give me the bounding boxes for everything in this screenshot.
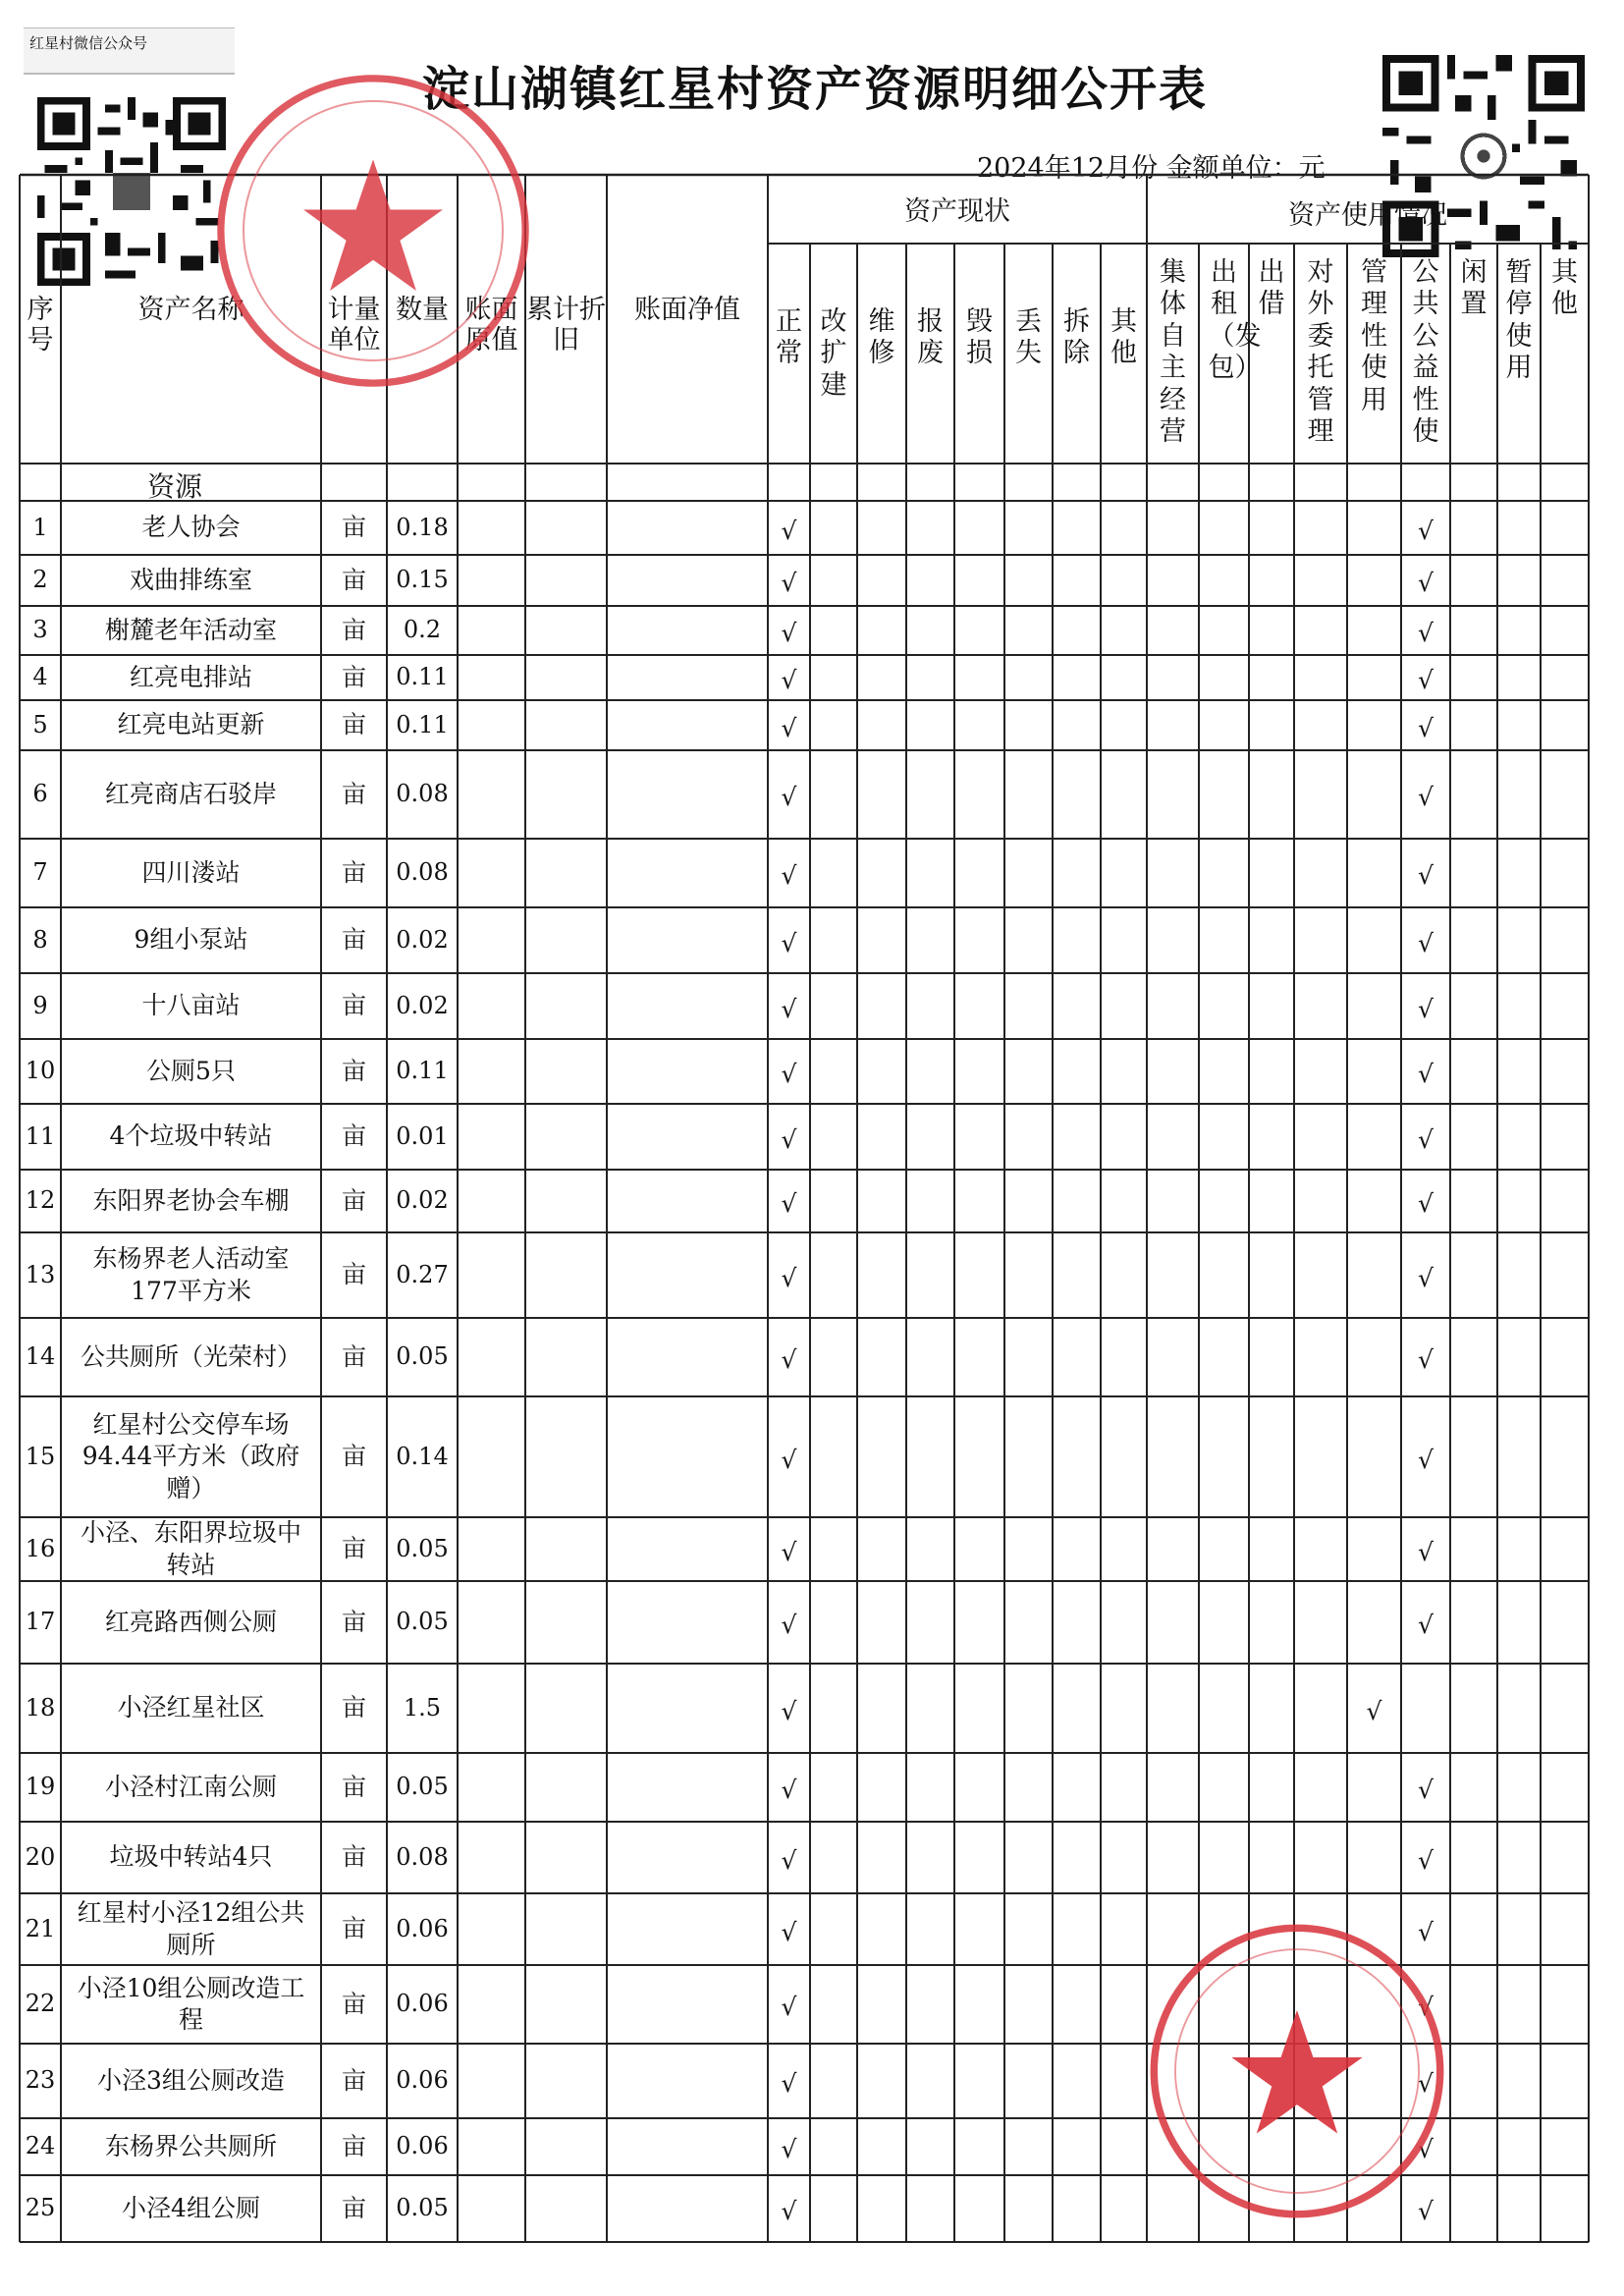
row-index: 22 [25,1990,56,2018]
usage-check: √ [1418,1917,1434,1946]
row-quantity: 0.06 [396,1914,449,1942]
row-asset-name: 十八亩站 [141,991,241,1020]
row-unit: 亩 [341,1341,366,1371]
header-usage-1: 集体自主经营 [1160,257,1186,447]
row-unit: 亩 [341,779,366,808]
row-index: 10 [25,1057,56,1085]
row-asset-name: 榭麓老年活动室 [104,615,277,644]
row-quantity: 0.02 [396,925,449,954]
row-quantity: 0.11 [396,710,449,738]
row-index: 11 [25,1121,56,1150]
header-status-group: 资产现状 [904,196,1010,227]
row-asset-name: 红星村小泾12组公共 厕所 [77,1898,305,1959]
row-asset-name: 小泾3组公厕改造 [97,2065,285,2095]
status-normal-check: √ [781,861,797,890]
row-quantity: 0.06 [396,1990,449,2018]
header-unit: 计量单位 [327,295,381,356]
row-quantity: 0.08 [396,1842,449,1871]
usage-check: √ [1418,1060,1434,1088]
row-index: 3 [32,616,48,644]
usage-check: √ [1418,2135,1434,2163]
status-normal-check: √ [781,1124,797,1154]
row-asset-name: 小泾村江南公厕 [104,1772,277,1801]
row-quantity: 0.05 [396,1534,449,1562]
row-asset-name: 红亮路西侧公厕 [104,1607,277,1636]
usage-check: √ [1418,1345,1434,1374]
status-normal-check: √ [781,713,797,742]
usage-check: √ [1418,928,1434,957]
row-index: 2 [32,566,48,594]
row-unit: 亩 [341,2065,366,2095]
row-quantity: 0.2 [403,616,442,644]
usage-check: √ [1418,569,1434,597]
row-unit: 亩 [341,615,366,644]
usage-check: √ [1418,666,1434,694]
header-asset-name: 资产名称 [137,295,244,325]
row-asset-name: 东杨界公共厕所 [104,2131,277,2160]
row-unit: 亩 [341,1121,366,1151]
row-unit: 亩 [341,1842,366,1872]
row-index: 24 [25,2132,56,2160]
row-asset-name: 9组小泵站 [134,925,248,955]
row-asset-name: 老人协会 [141,513,241,542]
status-normal-check: √ [781,1696,797,1725]
row-asset-name: 四川溇站 [141,857,241,887]
row-quantity: 0.27 [396,1260,449,1288]
status-normal-check: √ [781,1993,797,2021]
row-index: 16 [25,1534,56,1562]
status-normal-check: √ [781,994,797,1023]
status-normal-check: √ [781,1537,797,1566]
row-unit: 亩 [341,1989,366,2018]
usage-check: √ [1418,619,1434,647]
row-quantity: 0.06 [396,2066,449,2095]
header-status-2: 改扩建 [820,306,847,401]
status-normal-check: √ [781,666,797,694]
header-usage-3: 出借 [1258,257,1285,320]
header-net-value: 账面净值 [634,295,740,325]
row-index: 21 [25,1914,56,1942]
row-asset-name: 东阳界老协会车棚 [92,1185,290,1215]
status-normal-check: √ [781,1445,797,1474]
row-unit: 亩 [341,1607,366,1636]
row-quantity: 0.05 [396,1773,449,1801]
row-index: 23 [25,2066,56,2095]
row-index: 15 [25,1442,56,1470]
row-index: 4 [32,663,48,691]
status-normal-check: √ [781,783,797,811]
usage-check: √ [1418,2069,1434,2098]
row-asset-name: 戏曲排练室 [129,565,252,594]
row-asset-name: 红亮电排站 [129,662,252,691]
header-original-value: 账面原值 [464,295,518,356]
status-normal-check: √ [781,1611,797,1639]
row-index: 5 [32,710,48,738]
row-unit: 亩 [341,1914,366,1943]
row-quantity: 1.5 [403,1693,442,1722]
status-normal-check: √ [781,1345,797,1374]
status-normal-check: √ [781,1060,797,1088]
row-unit: 亩 [341,2193,366,2222]
status-normal-check: √ [781,516,797,545]
row-index: 17 [25,1608,56,1636]
row-index: 1 [32,513,48,541]
usage-check: √ [1418,1537,1434,1566]
status-normal-check: √ [781,1776,797,1804]
usage-check: √ [1418,1993,1434,2021]
row-quantity: 0.08 [396,858,449,887]
row-index: 8 [32,925,48,954]
row-unit: 亩 [341,1772,366,1801]
header-status-1: 正常 [776,306,802,369]
header-status-3: 维修 [868,306,895,369]
header-usage-group: 资产使用情况 [1288,200,1447,231]
row-unit: 亩 [341,513,366,542]
row-asset-name: 小泾4组公厕 [122,2193,260,2222]
usage-check: √ [1418,1845,1434,1875]
header-usage-6: 公共公益性使 [1412,257,1439,447]
row-asset-name: 小泾10组公厕改造工 程 [77,1973,305,2034]
row-quantity: 0.01 [396,1121,449,1150]
header-status-7: 拆除 [1063,306,1090,369]
usage-check: √ [1418,1445,1434,1474]
wechat-account-tag: 红星村微信公众号 [24,27,235,75]
amount-unit: 金额单位：元 [1165,153,1326,184]
header-accumulated-depreciation: 累计折旧 [526,295,606,356]
usage-check: √ [1418,994,1434,1023]
usage-check: √ [1418,861,1434,890]
row-index: 9 [32,991,48,1019]
row-asset-name: 东杨界老人活动室 177平方米 [92,1244,290,1305]
header-index: 序号 [27,295,54,356]
row-asset-name: 红星村公交停车场 94.44平方米（政府 赠） [81,1409,300,1503]
row-asset-name: 4个垃圾中转站 [109,1121,273,1151]
status-normal-check: √ [781,569,797,597]
usage-check: √ [1418,1263,1434,1292]
header-status-4: 报废 [917,306,944,369]
row-asset-name: 红亮商店石驳岸 [104,779,277,808]
usage-check: √ [1418,783,1434,811]
row-asset-name: 小泾、东阳界垃圾中 转站 [80,1518,301,1579]
row-quantity: 0.02 [396,1186,449,1215]
header-status-5: 毁损 [966,306,993,369]
row-unit: 亩 [341,1442,366,1471]
row-index: 6 [32,780,48,808]
row-quantity: 0.11 [396,1057,449,1085]
row-unit: 亩 [341,1260,366,1289]
row-index: 19 [25,1773,56,1801]
row-asset-name: 公厕5只 [146,1056,236,1085]
status-normal-check: √ [781,2135,797,2163]
row-unit: 亩 [341,565,366,594]
row-asset-name: 公共厕所（光荣村） [80,1341,301,1371]
usage-check: √ [1366,1696,1382,1725]
report-period: 2024年12月份 [977,153,1159,184]
status-normal-check: √ [781,1189,797,1218]
header-usage-8: 暂停使用 [1505,257,1533,384]
row-index: 25 [25,2194,56,2222]
usage-check: √ [1418,2197,1434,2225]
header-usage-7: 闲置 [1460,257,1488,320]
status-normal-check: √ [781,928,797,957]
usage-check: √ [1418,1611,1434,1639]
header-usage-5: 管理性使用 [1361,257,1387,415]
row-unit: 亩 [341,2131,366,2160]
row-unit: 亩 [341,1534,366,1563]
row-index: 14 [25,1342,56,1371]
status-normal-check: √ [781,1917,797,1946]
header-usage-2: 出租（发包） [1208,257,1262,384]
row-index: 20 [25,1842,56,1871]
row-unit: 亩 [341,925,366,955]
row-quantity: 0.18 [396,513,449,541]
row-unit: 亩 [341,1185,366,1215]
row-unit: 亩 [341,662,366,691]
row-index: 7 [32,858,48,887]
usage-check: √ [1418,713,1434,742]
usage-check: √ [1418,1776,1434,1804]
status-normal-check: √ [781,1845,797,1875]
row-quantity: 0.14 [396,1442,449,1470]
header-status-8: 其他 [1110,306,1137,369]
header-status-6: 丢失 [1015,306,1042,369]
row-asset-name: 垃圾中转站4只 [109,1842,273,1872]
row-unit: 亩 [341,991,366,1020]
status-normal-check: √ [781,2197,797,2225]
row-quantity: 0.05 [396,1342,449,1371]
header-quantity: 数量 [396,295,449,325]
row-unit: 亩 [341,1056,366,1085]
row-index: 12 [25,1186,56,1215]
row-index: 18 [25,1693,56,1722]
usage-check: √ [1418,1124,1434,1154]
usage-check: √ [1418,1189,1434,1218]
usage-check: √ [1418,516,1434,545]
row-index: 13 [25,1260,56,1288]
row-unit: 亩 [341,1693,366,1722]
row-asset-name: 小泾红星社区 [117,1693,265,1722]
status-normal-check: √ [781,2069,797,2098]
document-title: 淀山湖镇红星村资产资源明细公开表 [421,62,1208,117]
row-quantity: 0.08 [396,780,449,808]
row-asset-name: 红亮电站更新 [117,710,265,739]
status-normal-check: √ [781,619,797,647]
header-usage-4: 对外委托管理 [1307,257,1334,447]
row-quantity: 0.06 [396,2132,449,2160]
row-quantity: 0.05 [396,2194,449,2222]
row-quantity: 0.02 [396,991,449,1019]
row-quantity: 0.11 [396,663,449,691]
row-quantity: 0.15 [396,566,449,594]
section-label-resources: 资源 [147,470,203,503]
row-quantity: 0.05 [396,1608,449,1636]
header-usage-9: 其他 [1551,257,1578,320]
row-unit: 亩 [341,710,366,739]
row-unit: 亩 [341,857,366,887]
status-normal-check: √ [781,1263,797,1292]
